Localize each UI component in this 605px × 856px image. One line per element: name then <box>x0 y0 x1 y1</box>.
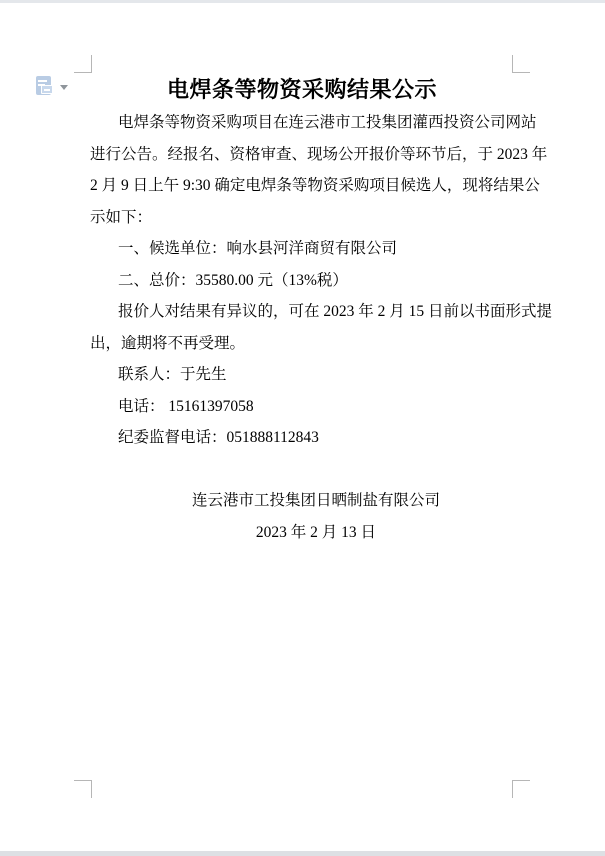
document-line[interactable]: 一、候选单位：响水县河洋商贸有限公司 <box>118 240 398 257</box>
document-signature-date[interactable]: 2023 年 2 月 13 日 <box>255 523 377 541</box>
document-line[interactable]: 出，逾期将不再受理。 <box>90 334 246 352</box>
document-title[interactable]: 电焊条等物资采购结果公示 <box>166 77 437 102</box>
window-edge-bottom <box>0 851 605 856</box>
text-boundary-mark-top-left <box>74 55 92 73</box>
window-edge-top <box>0 0 605 3</box>
document-line[interactable]: 二、总价：35580.00 元（13%税） <box>118 271 348 289</box>
document-line[interactable]: 示如下： <box>90 208 153 226</box>
document-line[interactable]: 进行公告。经报名、资格审查、现场公开报价等环节后，于 2023 年 <box>90 145 548 163</box>
document-blank-line[interactable] <box>90 454 514 486</box>
document-page[interactable] <box>90 72 553 548</box>
document-signature-company[interactable]: 连云港市工投集团日晒制盐有限公司 <box>191 492 440 509</box>
document-line[interactable]: 电焊条等物资采购项目在连云港市工投集团灌西投资公司网站 <box>118 114 537 131</box>
paste-options-button[interactable] <box>36 76 70 98</box>
document-line[interactable]: 2 月 9 日上午 9:30 确定电焊条等物资采购项目候选人，现将结果公 <box>90 177 540 194</box>
paste-sheet-icon <box>41 85 53 94</box>
document-line[interactable]: 联系人：于先生 <box>118 366 227 383</box>
chevron-down-icon[interactable] <box>60 85 68 90</box>
text-boundary-mark-bottom-left <box>74 780 92 798</box>
document-line[interactable]: 纪委监督电话：051888112843 <box>118 429 319 446</box>
document-line[interactable]: 报价人对结果有异议的，可在 2023 年 2 月 15 日前以书面形式提 <box>118 303 553 320</box>
document-line[interactable]: 电话： 15161397058 <box>118 397 254 415</box>
text-boundary-mark-top-right <box>512 55 530 73</box>
text-boundary-mark-bottom-right <box>512 780 530 798</box>
